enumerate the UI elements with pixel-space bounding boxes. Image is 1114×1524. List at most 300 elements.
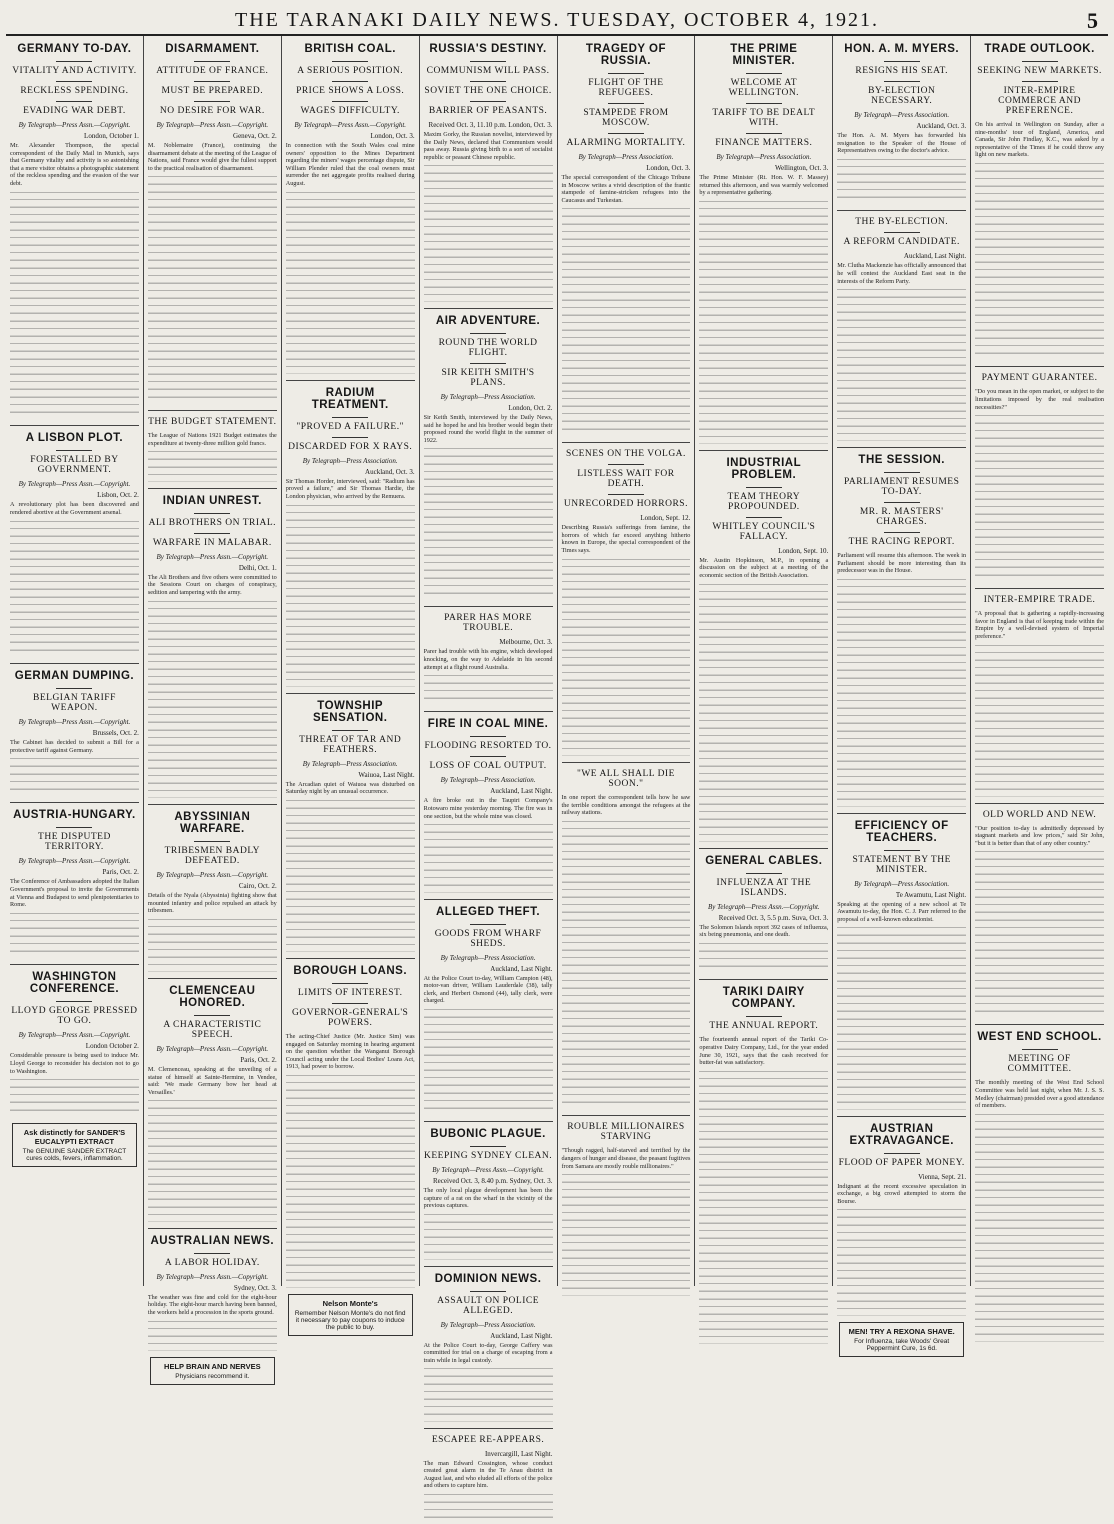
text-line bbox=[424, 1494, 553, 1502]
text-line bbox=[699, 622, 828, 630]
article-headline: THE PRIME MINISTER. bbox=[730, 43, 798, 67]
text-line bbox=[286, 884, 415, 892]
article-body: Indignant at the recent excessive speculation in exchange, a big crowd attempted to storm the Bourse. bbox=[837, 1182, 967, 1205]
article-subheading: MUST BE PREPARED. bbox=[161, 86, 264, 96]
text-line bbox=[424, 1070, 553, 1078]
article-subheading: "PROVED A FAILURE." bbox=[296, 421, 404, 432]
text-line bbox=[562, 1227, 691, 1235]
text-line bbox=[975, 1144, 1104, 1152]
text-line bbox=[286, 283, 415, 291]
text-line bbox=[562, 284, 691, 292]
article-dateline: London, October 1. bbox=[84, 132, 139, 140]
article-dateline: Geneva, Oct. 2. bbox=[233, 132, 277, 140]
text-line bbox=[699, 951, 828, 959]
text-line bbox=[424, 1093, 553, 1101]
text-line bbox=[424, 502, 553, 510]
text-line bbox=[975, 201, 1104, 209]
text-line bbox=[699, 637, 828, 645]
text-line bbox=[975, 292, 1104, 300]
text-line bbox=[975, 438, 1104, 446]
text-line bbox=[837, 373, 966, 381]
article bbox=[837, 43, 966, 204]
text-line bbox=[562, 589, 691, 597]
text-line bbox=[148, 381, 277, 389]
text-line bbox=[148, 783, 277, 791]
text-line bbox=[699, 421, 828, 429]
text-line bbox=[148, 1100, 277, 1108]
text-line bbox=[148, 305, 277, 313]
text-line bbox=[286, 649, 415, 657]
text-line bbox=[148, 283, 277, 291]
text-line bbox=[148, 245, 277, 253]
text-line bbox=[424, 832, 553, 840]
text-line bbox=[562, 566, 691, 574]
subhead-rule bbox=[470, 363, 506, 364]
text-line bbox=[10, 321, 139, 329]
article-headline: THE SESSION. bbox=[858, 454, 945, 466]
column-4 bbox=[558, 36, 696, 1286]
article-dateline: Vienna, Sept. 21. bbox=[918, 1172, 967, 1181]
text-line bbox=[424, 1384, 553, 1392]
text-line bbox=[424, 698, 553, 706]
article-subheading: WARFARE IN MALABAR. bbox=[152, 537, 272, 548]
text-line bbox=[286, 596, 415, 604]
text-line bbox=[699, 262, 828, 270]
article-byline: By Telegraph—Press Assn.—Copyright. bbox=[707, 902, 820, 911]
text-line bbox=[424, 479, 553, 487]
article-subheading: THE BUDGET STATEMENT. bbox=[148, 417, 277, 428]
article-subheading: MEETING OF COMMITTEE. bbox=[1007, 1054, 1072, 1075]
article-body: The Conference of Ambassadors adopted the Italian Government's proposal to invite the Governments at Vienna and Budapest to send plenipotentiaries to Rome. bbox=[10, 878, 139, 909]
text-line bbox=[424, 855, 553, 863]
advertisement bbox=[12, 1123, 137, 1167]
text-line bbox=[699, 682, 828, 690]
text-line bbox=[148, 1214, 277, 1222]
text-line bbox=[699, 345, 828, 353]
text-line bbox=[286, 846, 415, 854]
text-line bbox=[837, 662, 966, 670]
subhead-rule bbox=[608, 494, 644, 495]
text-line bbox=[286, 944, 415, 952]
text-line bbox=[837, 189, 966, 197]
text-line bbox=[562, 1265, 691, 1273]
article-subheading: GOVERNOR-GENERAL'S POWERS. bbox=[292, 1007, 409, 1028]
article-headline: ABYSSINIAN WARFARE. bbox=[174, 810, 251, 835]
text-line bbox=[837, 1064, 966, 1072]
subhead-rule bbox=[56, 688, 92, 689]
text-line bbox=[10, 214, 139, 222]
text-line bbox=[424, 509, 553, 517]
text-line bbox=[286, 527, 415, 535]
text-line bbox=[699, 1147, 828, 1155]
text-line bbox=[975, 1296, 1104, 1304]
text-line bbox=[837, 433, 966, 441]
article bbox=[10, 802, 139, 958]
article-divider bbox=[148, 804, 277, 805]
text-line bbox=[837, 395, 966, 403]
text-line bbox=[148, 207, 277, 215]
text-line bbox=[562, 277, 691, 285]
article-headline: DOMINION NEWS. bbox=[434, 1272, 542, 1285]
article-dateline: London October 2. bbox=[85, 1042, 139, 1051]
text-line bbox=[286, 838, 415, 846]
article-divider bbox=[975, 588, 1104, 589]
text-line bbox=[699, 766, 828, 774]
text-line bbox=[975, 1319, 1104, 1327]
text-line bbox=[286, 336, 415, 344]
article-divider bbox=[10, 425, 139, 426]
text-line bbox=[562, 307, 691, 315]
article-subheading: BELGIAN TARIFF WEAPON. bbox=[33, 693, 116, 714]
article-subheading: FLOOD OF PAPER MONEY. bbox=[838, 1157, 965, 1168]
text-line bbox=[975, 446, 1104, 454]
text-line bbox=[837, 1247, 966, 1255]
text-line bbox=[10, 528, 139, 536]
text-line bbox=[286, 800, 415, 808]
text-line bbox=[562, 828, 691, 836]
text-line bbox=[148, 964, 277, 972]
article bbox=[424, 1121, 553, 1259]
text-line bbox=[424, 1222, 553, 1230]
text-line bbox=[699, 368, 828, 376]
text-line bbox=[975, 950, 1104, 958]
text-line bbox=[837, 342, 966, 350]
text-line bbox=[562, 353, 691, 361]
text-line bbox=[562, 1056, 691, 1064]
article-subheading: THE BY-ELECTION. bbox=[855, 217, 949, 228]
subhead-rule bbox=[470, 1146, 506, 1147]
text-line bbox=[699, 796, 828, 804]
text-line bbox=[424, 471, 553, 479]
article-divider bbox=[286, 958, 415, 959]
article-divider bbox=[148, 978, 277, 979]
text-line bbox=[286, 245, 415, 253]
text-line bbox=[562, 950, 691, 958]
article-dateline: Auckland, Oct. 3. bbox=[916, 122, 967, 130]
article-subheading: LOSS OF COAL OUTPUT. bbox=[429, 761, 547, 772]
text-line bbox=[562, 581, 691, 589]
text-line bbox=[837, 350, 966, 358]
article-divider bbox=[837, 447, 966, 448]
text-line bbox=[10, 230, 139, 238]
text-line bbox=[975, 912, 1104, 920]
text-line bbox=[10, 305, 139, 313]
ad-note: Remember Nelson Monte's do not find it necessary to pay coupons to induce the public to buy. bbox=[294, 1309, 406, 1331]
text-line bbox=[699, 1291, 828, 1299]
text-line bbox=[562, 1273, 691, 1281]
text-line bbox=[699, 1177, 828, 1185]
text-line bbox=[148, 1108, 277, 1116]
text-line bbox=[286, 321, 415, 329]
text-line bbox=[148, 752, 277, 760]
text-line bbox=[148, 775, 277, 783]
text-line bbox=[975, 209, 1104, 217]
text-line bbox=[424, 165, 553, 173]
text-line bbox=[699, 1185, 828, 1193]
text-line bbox=[562, 368, 691, 376]
text-line bbox=[286, 868, 415, 876]
text-line bbox=[286, 237, 415, 245]
text-line bbox=[148, 737, 277, 745]
text-line bbox=[286, 1158, 415, 1166]
article-subheading: PAYMENT GUARANTEE. bbox=[981, 373, 1098, 384]
subhead-rule bbox=[470, 1291, 506, 1292]
text-line bbox=[975, 491, 1104, 499]
article-byline: By Telegraph—Press Assn.—Copyright. bbox=[18, 480, 131, 489]
text-line bbox=[286, 626, 415, 634]
article-byline: By Telegraph—Press Assn.—Copyright. bbox=[18, 857, 131, 866]
text-line bbox=[699, 751, 828, 759]
text-line bbox=[286, 305, 415, 313]
text-line bbox=[10, 612, 139, 620]
article-body: Mr. Alexander Thompson, the special correspondent of the Daily Mail in Munich, says that Germany vitality and activity is so astonishing that a mere visitor obtains a photographic statement of the reckless spending and the evasion of the war debt. bbox=[10, 142, 139, 187]
ad-title: Ask distinctly for SANDER'S EUCALYPTI EXTRACT bbox=[23, 1128, 126, 1147]
text-line bbox=[562, 1079, 691, 1087]
text-line bbox=[148, 745, 277, 753]
article-subheading: SEEKING NEW MARKETS. bbox=[977, 66, 1102, 76]
text-line bbox=[10, 412, 139, 420]
text-line bbox=[562, 726, 691, 734]
article-divider bbox=[975, 1024, 1104, 1025]
text-line bbox=[975, 330, 1104, 338]
article-subheading: WELCOME AT WELLINGTON. bbox=[728, 78, 800, 98]
article-subheading: VITALITY AND ACTIVITY. bbox=[12, 66, 137, 76]
text-line bbox=[562, 1026, 691, 1034]
text-line bbox=[562, 1280, 691, 1288]
text-line bbox=[148, 730, 277, 738]
text-line bbox=[10, 774, 139, 782]
article-body: The League of Nations 1921 Budget estimates the expenditure at twenty-three million gold francs. bbox=[147, 432, 277, 447]
text-line bbox=[975, 552, 1104, 560]
text-line bbox=[148, 1123, 277, 1131]
text-line bbox=[699, 436, 828, 444]
text-line bbox=[699, 254, 828, 262]
text-line bbox=[699, 781, 828, 789]
text-line bbox=[286, 268, 415, 276]
text-line bbox=[975, 247, 1104, 255]
text-line bbox=[286, 1075, 415, 1083]
text-line bbox=[837, 655, 966, 663]
text-line bbox=[286, 937, 415, 945]
text-line bbox=[562, 559, 691, 567]
text-line bbox=[424, 249, 553, 257]
text-line bbox=[975, 1288, 1104, 1296]
subhead-rule bbox=[884, 532, 920, 533]
text-line bbox=[286, 876, 415, 884]
text-line bbox=[286, 535, 415, 543]
article-headline: INDIAN UNREST. bbox=[162, 494, 262, 507]
text-line bbox=[148, 1199, 277, 1207]
text-line bbox=[286, 1280, 415, 1288]
article-body: The Arcadian quiet of Waiuoa was disturbed on Saturday night by an unusual occurrence. bbox=[285, 780, 415, 796]
subhead-rule bbox=[746, 873, 782, 874]
article-subheading: SOVIET THE ONE CHOICE. bbox=[424, 86, 552, 96]
text-line bbox=[148, 692, 277, 700]
article-subheading: DISCARDED FOR X RAYS. bbox=[288, 441, 413, 452]
text-line bbox=[975, 514, 1104, 522]
text-line bbox=[975, 1159, 1104, 1167]
text-line bbox=[562, 612, 691, 620]
text-line bbox=[837, 693, 966, 701]
subhead-rule bbox=[470, 756, 506, 757]
text-line bbox=[975, 652, 1104, 660]
text-line bbox=[286, 914, 415, 922]
text-line bbox=[562, 208, 691, 216]
text-line bbox=[10, 298, 139, 306]
text-line bbox=[148, 601, 277, 609]
article-divider bbox=[424, 1428, 553, 1429]
article-byline: By Telegraph—Press Association. bbox=[440, 953, 536, 962]
article-dateline: Sydney, Oct. 3. bbox=[233, 1283, 277, 1292]
text-line bbox=[837, 678, 966, 686]
text-line bbox=[837, 996, 966, 1004]
article-subheading: THREAT OF TAR AND FEATHERS. bbox=[299, 734, 402, 755]
text-line bbox=[562, 821, 691, 829]
text-line bbox=[424, 824, 553, 832]
text-line bbox=[286, 290, 415, 298]
text-line bbox=[562, 882, 691, 890]
subhead-rule bbox=[332, 1003, 368, 1004]
text-line bbox=[286, 830, 415, 838]
text-line bbox=[699, 1109, 828, 1117]
article-headline: WEST END SCHOOL. bbox=[977, 1031, 1102, 1044]
text-line bbox=[562, 844, 691, 852]
article-byline: By Telegraph—Press Association. bbox=[440, 393, 536, 402]
text-line bbox=[699, 728, 828, 736]
text-line bbox=[148, 1131, 277, 1139]
article-dateline: Auckland, Last Night. bbox=[490, 1331, 553, 1340]
text-line bbox=[424, 287, 553, 295]
text-line bbox=[286, 891, 415, 899]
text-line bbox=[424, 486, 553, 494]
text-line bbox=[562, 874, 691, 882]
text-line bbox=[286, 1166, 415, 1174]
column-3 bbox=[420, 36, 558, 1490]
article-subheading: STATEMENT BY THE MINISTER. bbox=[852, 854, 951, 875]
column-5 bbox=[695, 36, 833, 1286]
article-body: M. Noblemaire (France), continuing the disarmament debate at the meeting of the League of Nations, said France would give the fullest support to the practical realisation of disarmament. bbox=[147, 142, 277, 172]
text-line bbox=[699, 216, 828, 224]
text-line bbox=[975, 559, 1104, 567]
text-line bbox=[148, 608, 277, 616]
text-line bbox=[286, 222, 415, 230]
text-line bbox=[286, 1105, 415, 1113]
article-subheading: INFLUENZA AT THE ISLANDS. bbox=[716, 877, 812, 898]
subhead-rule bbox=[332, 983, 368, 984]
article bbox=[975, 588, 1104, 796]
text-line bbox=[10, 222, 139, 230]
article-body: A fire broke out in the Taupiri Company's Rotowaro mine yesterday morning. The fire was in one section, but the whole mine was closed. bbox=[423, 797, 553, 820]
article-byline: By Telegraph—Press Association. bbox=[854, 879, 950, 888]
text-line bbox=[424, 578, 553, 586]
text-line bbox=[286, 520, 415, 528]
text-line bbox=[975, 874, 1104, 882]
text-line bbox=[699, 375, 828, 383]
text-line bbox=[699, 360, 828, 368]
article-body: The monthly meeting of the West End School Committee was held last night, when Mr. J. S. S. Medley (chairman) presided over a good attendance of members. bbox=[975, 1079, 1104, 1110]
article bbox=[424, 606, 553, 705]
text-line bbox=[699, 277, 828, 285]
ad-note: For Influenza, take Woods' Great Peppermint Cure, 1s 6d. bbox=[854, 1337, 950, 1352]
text-line bbox=[562, 695, 691, 703]
text-line bbox=[975, 705, 1104, 713]
text-line bbox=[286, 853, 415, 861]
text-line bbox=[148, 184, 277, 192]
text-line bbox=[562, 231, 691, 239]
text-line bbox=[424, 294, 553, 302]
text-line bbox=[10, 936, 139, 944]
text-line bbox=[148, 374, 277, 382]
text-line bbox=[424, 1100, 553, 1108]
article-dateline: Auckland, Last Night. bbox=[490, 964, 553, 973]
text-line bbox=[10, 237, 139, 245]
article bbox=[148, 488, 277, 798]
article-byline: By Telegraph—Press Assn.—Copyright. bbox=[294, 121, 407, 129]
text-line bbox=[424, 234, 553, 242]
text-line bbox=[424, 1229, 553, 1237]
text-line bbox=[699, 1101, 828, 1109]
text-line bbox=[975, 171, 1104, 179]
text-line bbox=[975, 1121, 1104, 1129]
text-line bbox=[699, 1207, 828, 1215]
article-divider bbox=[562, 762, 691, 763]
text-line bbox=[148, 926, 277, 934]
article-subheading: LLOYD GEORGE PRESSED TO GO. bbox=[11, 1006, 138, 1027]
text-line bbox=[837, 312, 966, 320]
text-line bbox=[10, 389, 139, 397]
text-line bbox=[699, 811, 828, 819]
article-subheading: A CHARACTERISTIC SPEECH. bbox=[163, 1019, 262, 1040]
article-body: On his arrival in Wellington on Sunday, after a nine-months' tour of England, America, and Canada, Sir John Findlay, K.C., was asked by a representative of the Times if he could throw any light on new markets. bbox=[975, 121, 1104, 159]
text-line bbox=[424, 1032, 553, 1040]
text-line bbox=[562, 912, 691, 920]
text-line bbox=[148, 230, 277, 238]
subhead-rule bbox=[884, 850, 920, 851]
text-line bbox=[424, 1077, 553, 1085]
text-line bbox=[10, 374, 139, 382]
text-line bbox=[975, 958, 1104, 966]
text-line bbox=[837, 799, 966, 807]
text-line bbox=[837, 784, 966, 792]
text-line bbox=[699, 413, 828, 421]
advertisement bbox=[839, 1322, 964, 1357]
text-line bbox=[286, 199, 415, 207]
text-line bbox=[286, 672, 415, 680]
text-line bbox=[975, 461, 1104, 469]
text-line bbox=[148, 661, 277, 669]
text-line bbox=[975, 759, 1104, 767]
article-divider bbox=[562, 1115, 691, 1116]
text-line bbox=[424, 847, 553, 855]
text-line bbox=[837, 1217, 966, 1225]
article-divider bbox=[148, 1228, 277, 1229]
text-line bbox=[10, 642, 139, 650]
text-line bbox=[286, 1250, 415, 1258]
article-dateline: Auckland, Last Night. bbox=[490, 787, 553, 796]
text-line bbox=[148, 1336, 277, 1344]
text-line bbox=[837, 715, 966, 723]
text-line bbox=[286, 1082, 415, 1090]
article bbox=[837, 813, 966, 1110]
article-subheading: TARIFF TO BE DEALT WITH. bbox=[712, 108, 816, 128]
text-line bbox=[148, 669, 277, 677]
text-line bbox=[562, 688, 691, 696]
text-line bbox=[837, 1232, 966, 1240]
text-line bbox=[975, 277, 1104, 285]
text-line bbox=[837, 1301, 966, 1309]
text-line bbox=[699, 330, 828, 338]
text-line bbox=[148, 268, 277, 276]
